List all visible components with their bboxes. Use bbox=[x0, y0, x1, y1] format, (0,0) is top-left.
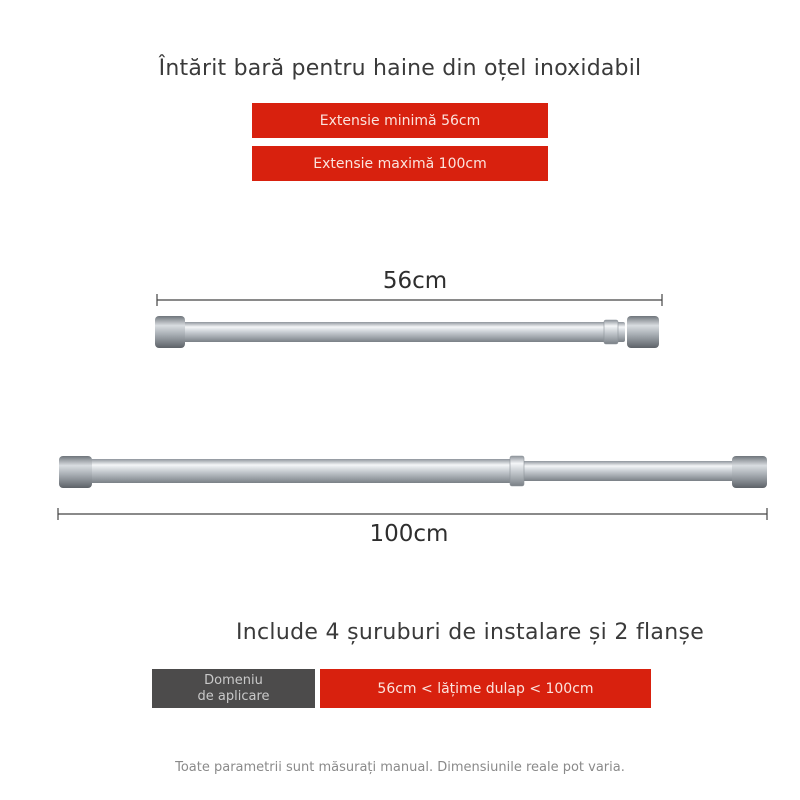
long-rod bbox=[59, 456, 767, 488]
end-cap-right bbox=[732, 456, 767, 488]
end-cap-left bbox=[59, 456, 92, 488]
included-parts-text: Include 4 șuruburi de instalare și 2 flanșe bbox=[236, 620, 705, 645]
max-extension-badge: Extensie maximă 100cm bbox=[252, 146, 548, 181]
end-cap-left bbox=[155, 316, 185, 348]
end-cap-right bbox=[627, 316, 659, 348]
long-dimension-line bbox=[58, 508, 767, 520]
short-dimension-label: 56cm bbox=[382, 268, 448, 294]
long-dimension-label: 100cm bbox=[369, 521, 449, 547]
product-title: Întărit bară pentru haine din oțel inoxidabil bbox=[158, 56, 642, 81]
scope-label-line2: de aplicare bbox=[197, 688, 270, 704]
footer-disclaimer: Toate parametrii sunt măsurați manual. Dimensiunile reale pot varia. bbox=[175, 760, 625, 775]
short-rod bbox=[155, 316, 659, 348]
application-scope-label bbox=[152, 669, 315, 708]
application-range-badge: 56cm < lățime dulap < 100cm bbox=[320, 669, 651, 708]
scope-label-line1: Domeniu bbox=[204, 672, 263, 688]
min-extension-badge: Extensie minimă 56cm bbox=[252, 103, 548, 138]
short-dimension-line bbox=[157, 294, 662, 306]
